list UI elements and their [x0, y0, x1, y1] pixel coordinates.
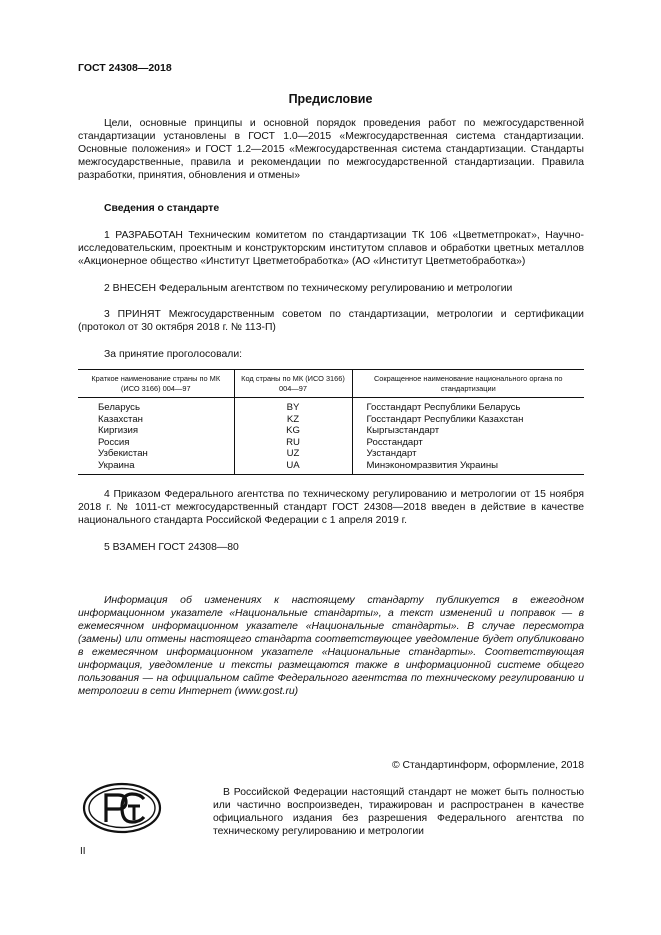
item-1-developed-by: 1 РАЗРАБОТАН Техническим комитетом по стандартизации ТК 106 «Цветметпрокат», Научно-исследовательским, проектным и конструкторским институтом сплавов и обработки цветных металлов «Акционерное общество «Институт Цветметобработка» (АО «Институт Цветметобработка») [78, 230, 584, 267]
column-header-country: Краткое наименование страны по МК (ИСО 3166) 004—97 [78, 370, 234, 398]
information-notice: Информация об изменениях к настоящему стандарту публикуется в ежегодном информационном указателе «Национальные стандарты», а текст изменений и поправок — в ежемесячном информационном указателе «Национальные стандарты». В случае пересмотра (замены) или отмены настоящего стандарта соответствующее уведомление будет опубликовано в ежемесячном информационном указателе «Национальные стандарты». Соответствующая информация, уведомление и тексты размещаются также в информационной системе общего пользования — на официальном сайте Федерального агентства по техническому регулированию и метрологии в сети Интернет (www.gost.ru) [78, 595, 584, 697]
rf-copyright-notice: В Российской Федерации настоящий стандарт не может быть полностью или частично воспроизведен, тиражирован и распространен в качестве официального издания без разрешения Федерального агентства по техническому регулированию и метрологии [213, 787, 584, 837]
document-code-header: ГОСТ 24308—2018 [78, 62, 172, 74]
copyright-line: © Стандартинформ, оформление, 2018 [391, 760, 584, 771]
body-cell: Минэкономразвития Украины [352, 460, 584, 475]
country-cell: Украина [78, 460, 234, 475]
item-5-replaces: 5 ВЗАМЕН ГОСТ 24308—80 [104, 542, 239, 553]
country-cell: Беларусь [98, 402, 140, 413]
item-4-enactment: 4 Приказом Федерального агентства по техническому регулированию и метрологии от 15 ноября 2018 г. № 1011-ст межгосударственный стандарт ГОСТ 24308—2018 введен в действие в качестве национального стандарта Российской Федерации с 1 апреля 2019 г. [78, 489, 584, 526]
body-cell: Госстандарт Республики Беларусь [352, 398, 584, 414]
vote-label: За принятие проголосовали: [104, 349, 243, 360]
table-row [78, 448, 584, 460]
page-number: II [80, 846, 86, 857]
voting-countries-table [78, 369, 584, 475]
table-row [78, 398, 584, 414]
country-cell: Киргизия [98, 425, 139, 436]
body-cell: Госстандарт Республики Казахстан [352, 414, 584, 426]
code-cell: BY [234, 398, 352, 414]
page-title: Предисловие [288, 92, 373, 106]
intro-paragraph: Цели, основные принципы и основной порядок проведения работ по межгосударственной стандартизации установлены в ГОСТ 1.0—2015 «Межгосударственная система стандартизации. Основные положения» и ГОСТ 1.2—2015 «Межгосударственная система стандартизации. Стандарты межгосударственные, правила и рекомендации по межгосударственной стандартизации. Правила разработки, принятия, обновления и отмены» [78, 118, 584, 181]
table-header-row [78, 370, 584, 398]
country-cell: Россия [98, 436, 130, 448]
country-cell: Узбекистан [98, 448, 148, 459]
body-cell: Узстандарт [352, 448, 584, 460]
code-cell: RU [234, 437, 352, 449]
code-cell: KZ [234, 414, 352, 426]
code-cell: KG [234, 425, 352, 437]
column-header-code: Код страны по МК (ИСО 3166) 004—97 [234, 370, 352, 398]
table-row [78, 460, 584, 475]
table-row [78, 425, 584, 437]
code-cell: UA [234, 460, 352, 475]
section-heading: Сведения о стандарте [104, 203, 220, 214]
body-cell: Росстандарт [352, 437, 584, 449]
item-3-adopted-by: 3 ПРИНЯТ Межгосударственным советом по стандартизации, метрологии и сертификации (протокол от 30 октября 2018 г. № 113-П) [78, 309, 584, 333]
body-cell: Кыргызстандарт [352, 425, 584, 437]
column-header-body: Сокращенное наименование национального органа по стандартизации [352, 370, 584, 398]
rst-certification-mark-icon [82, 782, 162, 834]
country-cell: Казахстан [98, 413, 143, 425]
table-row [78, 414, 584, 426]
code-cell: UZ [234, 448, 352, 460]
item-2-introduced-by: 2 ВНЕСЕН Федеральным агентством по техническому регулированию и метрологии [104, 283, 513, 294]
table-row [78, 437, 584, 449]
